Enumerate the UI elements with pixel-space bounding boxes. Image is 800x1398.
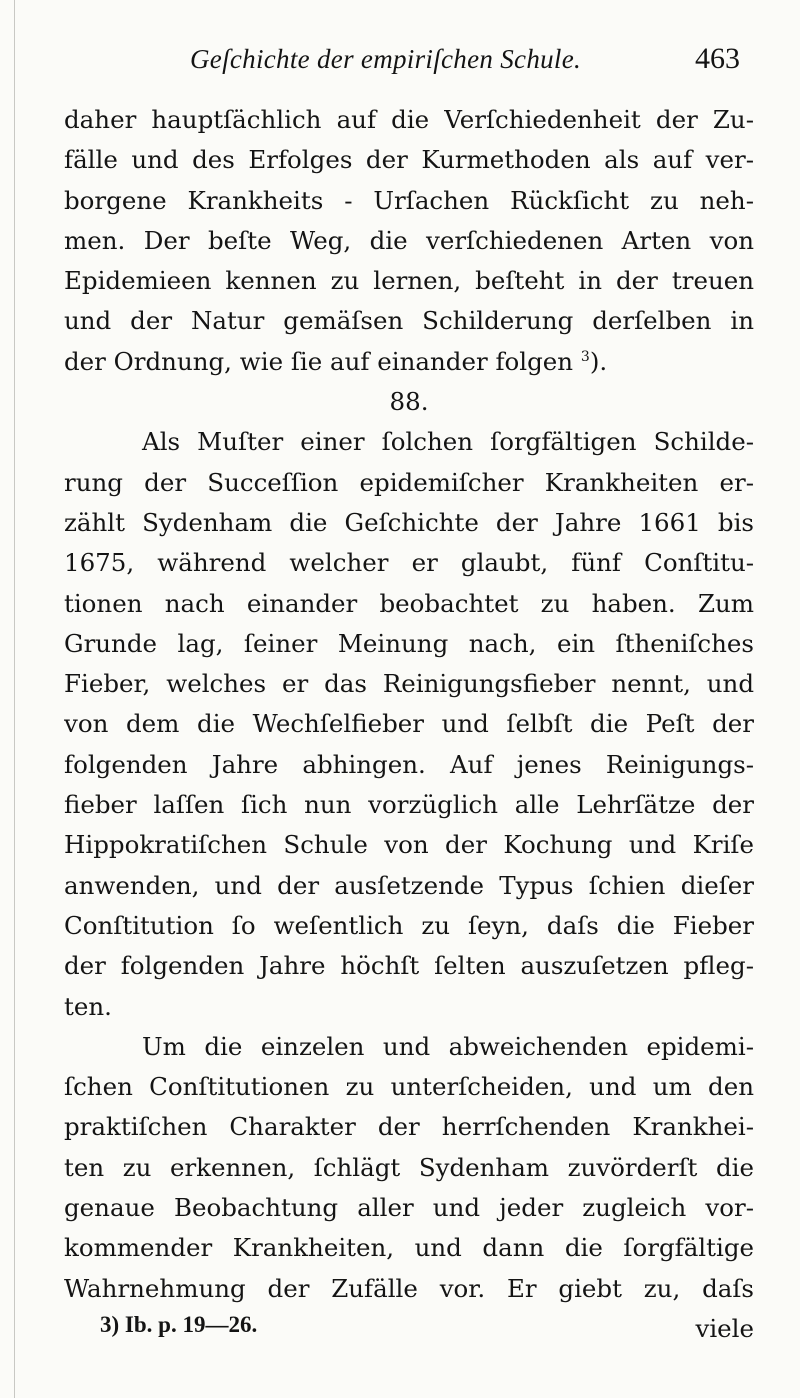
text-line-content: kommender Krankheiten, und dann die ſorgfältige xyxy=(64,1233,754,1263)
text-line xyxy=(64,1269,754,1309)
text-line-content: viele xyxy=(695,1313,754,1343)
text-line xyxy=(64,1148,754,1188)
text-line-content: Wahrnehmung der Zufälle vor. Er giebt zu, daſs xyxy=(64,1273,754,1303)
running-title: Geſchichte der empiriſchen Schule. xyxy=(190,44,582,74)
text-line xyxy=(64,422,754,462)
text-line xyxy=(64,503,754,543)
text-line-content: ſchen Conſtitutionen zu unterſcheiden, und um den xyxy=(64,1072,754,1102)
section-number xyxy=(64,382,754,422)
text-line-content: 1675, während welcher er glaubt, fünf Conſtitu- xyxy=(64,548,754,578)
page-edge-shadow xyxy=(14,0,15,1398)
text-line xyxy=(64,866,754,906)
text-line xyxy=(64,100,754,140)
text-line xyxy=(64,584,754,624)
text-line-content: genaue Beobachtung aller und jeder zugleich vor- xyxy=(64,1193,754,1223)
text-line-content: Conſtitution ſo weſentlich zu ſeyn, daſs die Fieber xyxy=(64,910,754,940)
text-line-content: zählt Sydenham die Geſchichte der Jahre 1661 bis xyxy=(64,507,754,537)
text-line xyxy=(64,946,754,986)
text-line-content: folgenden Jahre abhingen. Auf jenes Reinigungs- xyxy=(64,749,754,779)
text-line xyxy=(64,1027,754,1067)
text-line xyxy=(64,342,754,382)
text-line-content: Um die einzelen und abweichenden epidemi- xyxy=(142,1031,754,1061)
text-line-content: der folgenden Jahre höchſt ſelten auszuſetzen pfleg- xyxy=(64,951,754,981)
text-line-content: borgene Krankheits - Urſachen Rückſicht zu neh- xyxy=(64,185,754,215)
text-line-content: ten. xyxy=(64,991,112,1021)
text-line xyxy=(64,785,754,825)
text-line xyxy=(64,704,754,744)
text-line-content: und der Natur gemäſsen Schilderung derſelben in xyxy=(64,306,754,336)
text-line xyxy=(64,906,754,946)
text-line xyxy=(64,261,754,301)
text-line xyxy=(64,664,754,704)
text-line-content: Als Muſter einer ſolchen ſorgfältigen Schilde- xyxy=(142,427,754,457)
text-line xyxy=(64,1107,754,1147)
text-line xyxy=(64,181,754,221)
text-line-content: der Ordnung, wie ſie auf einander folgen xyxy=(64,346,574,376)
text-line-content: Grunde lag, ſeiner Meinung nach, ein ſtheniſches xyxy=(64,628,754,658)
text-line xyxy=(64,140,754,180)
text-line-content: rung der Succeſſion epidemiſcher Krankheiten er- xyxy=(64,467,754,497)
text-line xyxy=(64,987,754,1027)
text-line-tail: ). xyxy=(589,346,608,376)
text-line-content: anwenden, und der ausſetzende Typus ſchien dieſer xyxy=(64,870,754,900)
footnote-marker: 3 xyxy=(580,348,590,365)
text-line-content: men. Der beſte Weg, die verſchiedenen Arten von xyxy=(64,225,754,255)
text-line xyxy=(64,463,754,503)
page-number: 463 xyxy=(695,42,740,75)
text-line-content: Fieber, welches er das Reinigungsfieber nennt, und xyxy=(64,669,754,699)
text-line xyxy=(64,1228,754,1268)
body-text xyxy=(64,100,754,1349)
footnote: 3) Ib. p. 19—26. xyxy=(100,1312,258,1337)
text-line xyxy=(64,745,754,785)
running-head xyxy=(180,38,740,82)
text-line-content: 88. xyxy=(389,387,429,417)
text-line xyxy=(64,221,754,261)
text-line-content: fälle und des Erfolges der Kurmethoden als auf ver- xyxy=(64,145,754,175)
text-line-content: tionen nach einander beobachtet zu haben. Zum xyxy=(64,588,754,618)
text-line xyxy=(64,1067,754,1107)
text-line-content: praktiſchen Charakter der herrſchenden Krankhei- xyxy=(64,1112,754,1142)
text-line-content: Epidemieen kennen zu lernen, beſteht in der treuen xyxy=(64,266,754,296)
text-line-content: daher hauptſächlich auf die Verſchiedenheit der Zu- xyxy=(64,105,754,134)
text-line xyxy=(64,1188,754,1228)
text-line-content: ten zu erkennen, ſchlägt Sydenham zuvörderſt die xyxy=(64,1152,754,1182)
text-line-content: von dem die Wechſelfieber und ſelbſt die Peſt der xyxy=(64,709,754,739)
text-line-content: fieber laſſen ſich nun vorzüglich alle Lehrſätze der xyxy=(64,790,754,820)
text-line xyxy=(64,543,754,583)
text-line xyxy=(64,624,754,664)
text-line xyxy=(64,301,754,341)
text-line xyxy=(64,825,754,865)
text-line-content: Hippokratiſchen Schule von der Kochung und Kriſe xyxy=(64,830,754,860)
